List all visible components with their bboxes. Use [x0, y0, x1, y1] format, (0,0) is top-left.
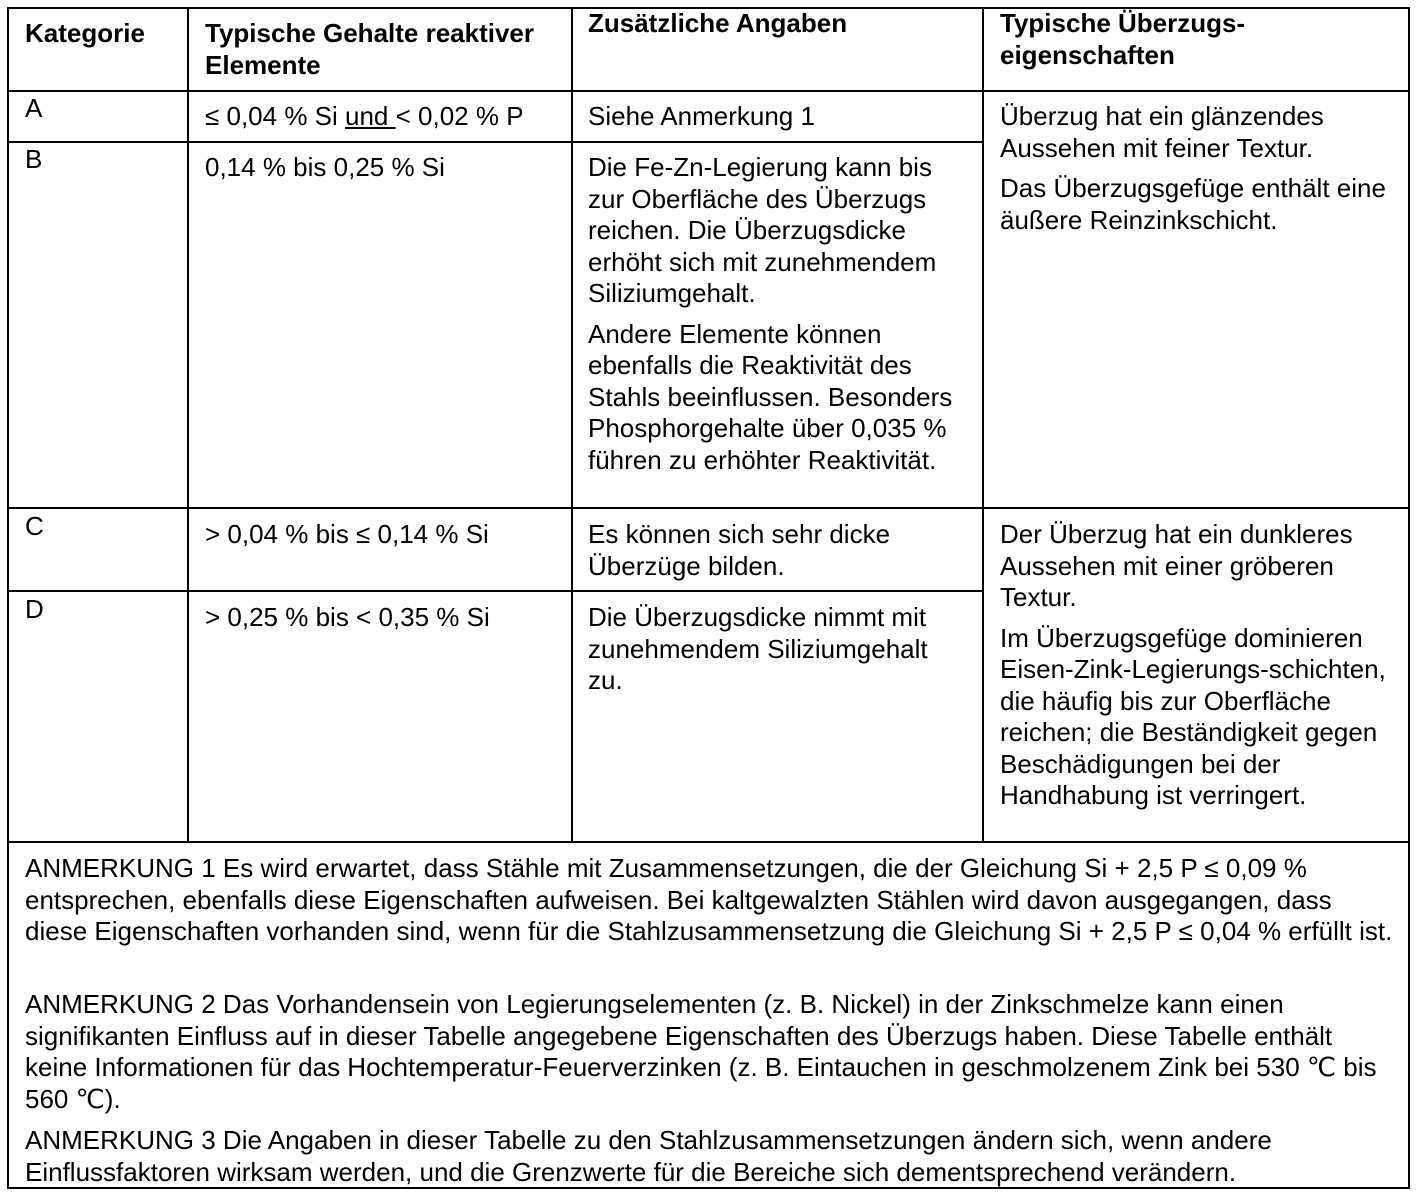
row-c-category: C — [25, 511, 44, 541]
header-additional-info: Zusätzliche Angaben — [588, 8, 848, 38]
note-2: ANMERKUNG 2 Das Vorhandensein von Legierungselementen (z. B. Nickel) in der Zinkschmelze kann einen signifikanten Einfluss auf in dieser Tabelle angegebene Eigenschaften des Überzugs haben. Diese Tabelle enthält keine Informationen für das Hochtemperatur-Feuerverzinken (z. B. Eintauchen in geschmolzenem Zink bei 530 ℃ bis 560 ℃). — [25, 989, 1377, 1114]
note-1: ANMERKUNG 1 Es wird erwartet, dass Stähle mit Zusammensetzungen, die der Gleichung Si + 2,5 P ≤ 0,09 % entsprechen, ebenfalls diese Eigenschaften aufweisen. Bei kaltgewalzten Stählen wird davon ausgegangen, dass diese Eigenschaften vorhanden sind, wenn für die Stahlzusammensetzung die Gleichung Si + 2,5 P ≤ 0,04 % erfüllt ist. — [25, 853, 1393, 946]
row-c-content: > 0,04 % bis ≤ 0,14 % Si — [205, 519, 489, 549]
row-a-info: Siehe Anmerkung 1 — [588, 101, 815, 131]
row-divider-a-b — [7, 141, 984, 143]
note-3: ANMERKUNG 3 Die Angaben in dieser Tabelle zu den Stahlzusammensetzungen ändern sich, wenn andere Einflussfaktoren wirksam werden, und die Grenzwerte für die Bereiche sich dementsprechend verändern. — [25, 1125, 1272, 1187]
row-c-info: Es können sich sehr dicke Überzüge bilden. — [588, 519, 891, 581]
properties-c-d: Der Überzug hat ein dunkleres Aussehen mit einer gröberen Textur. Im Überzugsgefüge dominieren Eisen-Zink-Legierungs-schichten, die häufig bis zur Oberfläche reichen; die Beständigkeit gegen Beschädigungen bei der Handhabung ist verringert. — [1000, 519, 1386, 810]
row-divider-b-c — [7, 507, 1410, 509]
row-a-category: A — [25, 93, 43, 123]
row-b-content: 0,14 % bis 0,25 % Si — [205, 152, 445, 182]
header-divider — [7, 90, 1410, 92]
properties-a-b: Überzug hat ein glänzendes Aussehen mit feiner Textur. Das Überzugsgefüge enthält eine äußere Reinzinkschicht. — [1000, 101, 1386, 235]
header-category: Kategorie — [25, 18, 145, 48]
header-reactive-elements: Typische Gehalte reaktiver Elemente — [205, 18, 535, 80]
header-coating-properties: Typische Überzugs-eigenschaften — [1000, 8, 1246, 70]
row-b-info: Die Fe-Zn-Legierung kann bis zur Oberfläche des Überzugs reichen. Die Überzugsdicke erhöht sich mit zunehmendem Siliziumgehalt. Andere Elemente können ebenfalls die Reaktivität des Stahls beeinflussen. Besonders Phosphorgehalte über 0,035 % führen zu erhöhter Reaktivität. — [588, 152, 953, 475]
row-b-category: B — [25, 144, 43, 174]
col-divider-1 — [187, 7, 189, 843]
row-divider-c-d — [7, 590, 984, 592]
row-d-content: > 0,25 % bis < 0,35 % Si — [205, 602, 490, 632]
col-divider-3 — [982, 7, 984, 843]
row-d-category: D — [25, 594, 44, 624]
row-a-content: ≤ 0,04 % Si und < 0,02 % P — [205, 101, 524, 131]
notes-divider — [7, 841, 1410, 843]
col-divider-2 — [571, 7, 573, 843]
row-d-info: Die Überzugsdicke nimmt mit zunehmendem Siliziumgehalt zu. — [588, 602, 928, 695]
